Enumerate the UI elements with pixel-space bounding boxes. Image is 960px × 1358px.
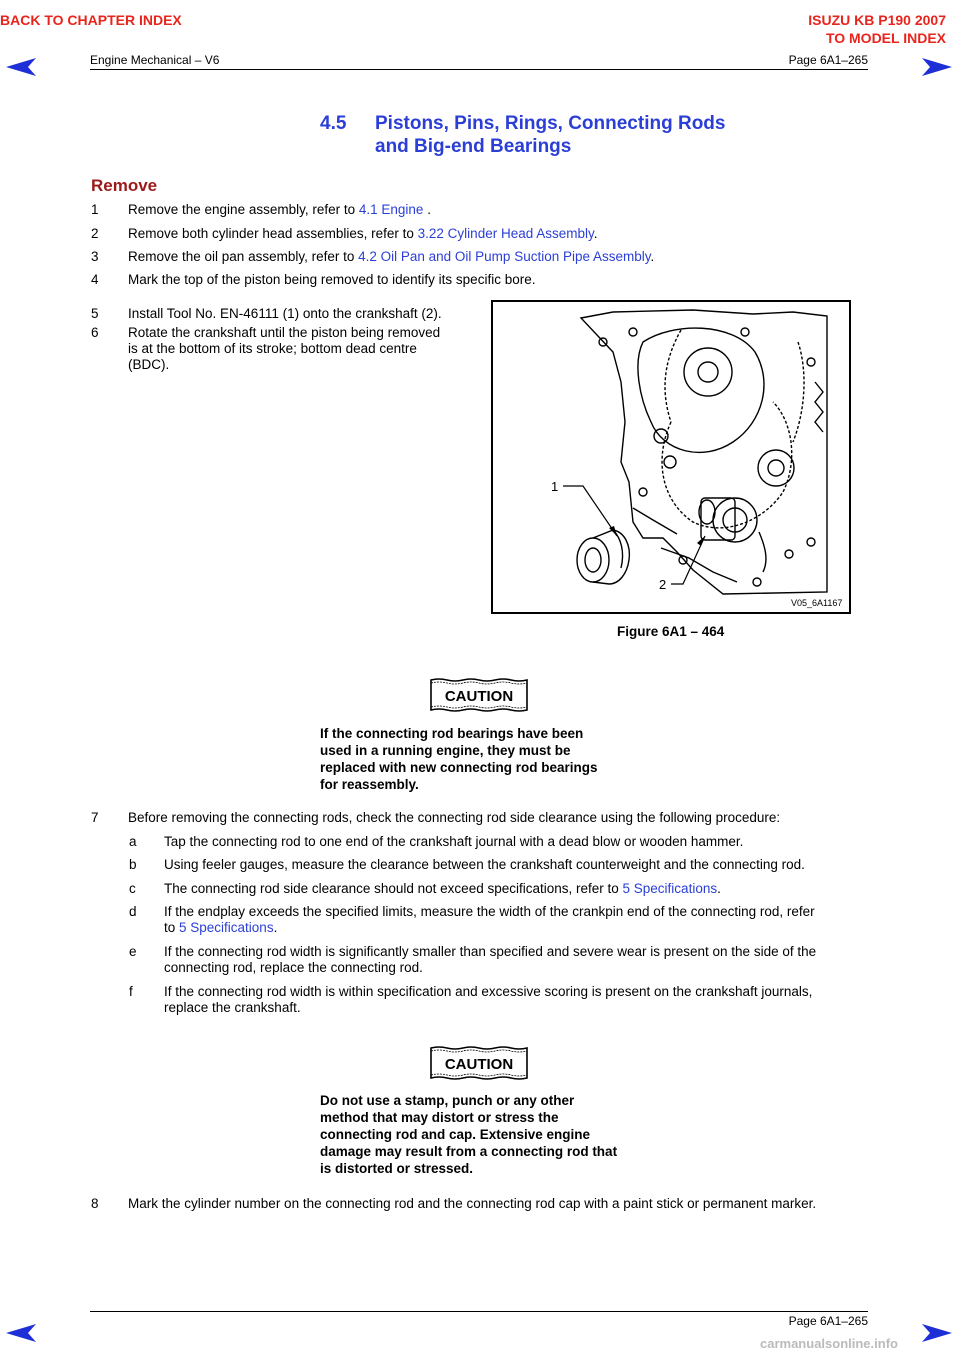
caution-1-text: If the connecting rod bearings have been used in a running engine, they must be replaced with new connecting rod bearings for reassembly. (320, 726, 598, 792)
caution-2-text: Do not use a stamp, punch or any other method that may distort or stress the connecting rod and cap. Extensive engine damage may result from a connecting rod that is distorted or stressed. (320, 1093, 618, 1176)
section-title-line2: and Big-end Bearings (375, 136, 572, 157)
cylinder-head-ref-link[interactable]: 3.22 Cylinder Head Assembly (417, 226, 594, 241)
footer-page-number: Page 6A1–265 (788, 1314, 868, 1328)
back-to-model-index-link[interactable]: TO MODEL INDEX (825, 30, 946, 46)
header-document-title: Engine Mechanical – V6 (90, 53, 220, 67)
footer-rule (90, 1311, 868, 1312)
figure-caption: Figure 6A1 – 464 (617, 624, 725, 639)
figure-callout-1: 1 (551, 479, 559, 494)
next-page-arrow-icon[interactable] (922, 1324, 952, 1342)
specifications-ref-link[interactable]: 5 Specifications (179, 920, 274, 935)
header-page-number: Page 6A1–265 (788, 53, 868, 67)
watermark: carmanualsonline.info (760, 1336, 898, 1351)
model-title: ISUZU KB P190 2007 (808, 12, 946, 28)
section-title-line1: Pistons, Pins, Rings, Connecting Rods (375, 113, 726, 134)
previous-page-arrow-icon[interactable] (6, 58, 36, 76)
caution-badge-icon (429, 678, 529, 712)
remove-heading: Remove (91, 176, 158, 195)
previous-page-arrow-icon[interactable] (6, 1324, 36, 1342)
caution-label: CAUTION (444, 688, 514, 705)
caution-label: CAUTION (444, 1056, 514, 1073)
back-to-chapter-index-link[interactable]: BACK TO CHAPTER INDEX (0, 12, 182, 28)
engine-ref-link[interactable]: 4.1 Engine (358, 202, 424, 217)
engine-timing-illustration (493, 302, 849, 612)
caution-badge-icon (429, 1046, 529, 1080)
oil-pan-ref-link[interactable]: 4.2 Oil Pan and Oil Pump Suction Pipe Assembly (358, 249, 651, 264)
figure-image-code: V05_6A1167 (791, 598, 843, 608)
header-rule (90, 69, 868, 70)
figure-callout-2: 2 (659, 577, 667, 592)
specifications-ref-link[interactable]: 5 Specifications (622, 881, 718, 896)
engine-figure (491, 300, 851, 614)
next-page-arrow-icon[interactable] (922, 58, 952, 76)
section-number: 4.5 (320, 113, 347, 134)
